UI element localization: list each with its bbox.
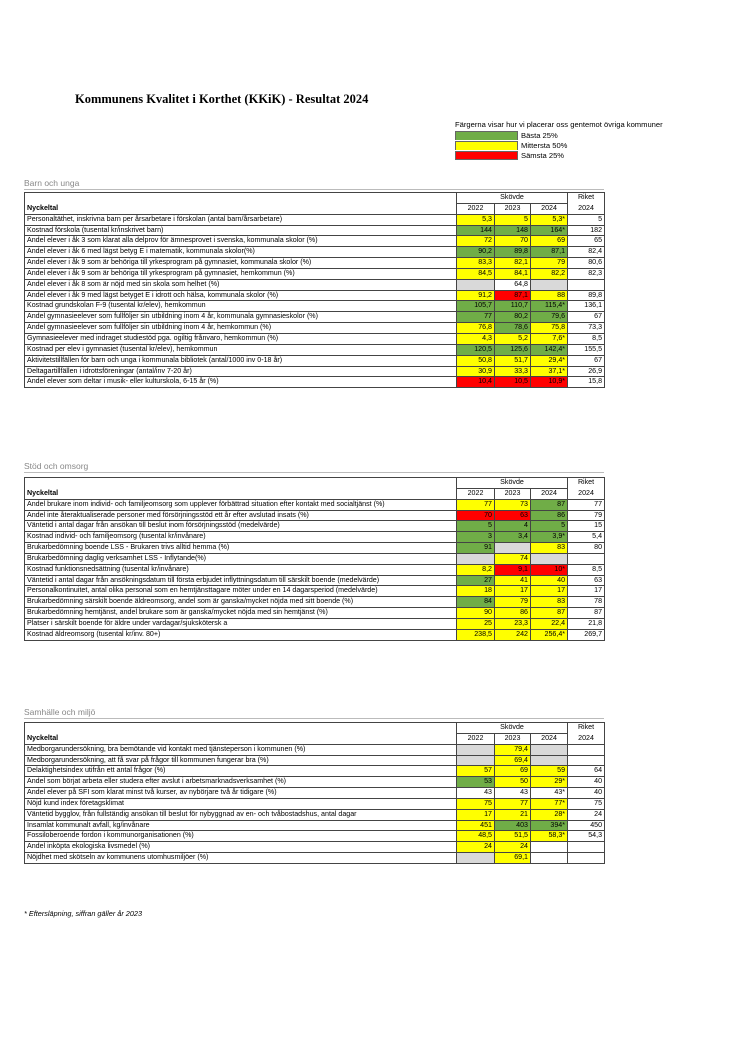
value-riket: 63 <box>568 575 605 586</box>
value-2024: 10,9* <box>531 377 568 388</box>
value-2022: 83,3 <box>457 258 495 269</box>
table-row <box>25 744 605 755</box>
row-label: Gymnasieelever med indraget studiestöd pga. ogiltig frånvaro, hemkommun (%) <box>25 333 457 344</box>
header-skovde: Skövde <box>457 723 568 734</box>
value-2024: 115,4* <box>531 301 568 312</box>
table-row <box>25 842 605 853</box>
value-riket: 67 <box>568 355 605 366</box>
value-riket <box>568 553 605 564</box>
value-2022: 3 <box>457 532 495 543</box>
value-2023: 82,1 <box>495 258 531 269</box>
header-riket: Riket <box>568 478 605 489</box>
value-2023: 17 <box>495 586 531 597</box>
value-2024 <box>531 755 568 766</box>
value-2022: 18 <box>457 586 495 597</box>
value-riket: 54,3 <box>568 831 605 842</box>
value-riket: 82,4 <box>568 247 605 258</box>
value-2022: 70 <box>457 510 495 521</box>
value-2024 <box>531 744 568 755</box>
value-2024: 5 <box>531 521 568 532</box>
value-2024: 69 <box>531 236 568 247</box>
row-label: Kostnad individ- och familjeomsorg (tusental kr/invånare) <box>25 532 457 543</box>
value-2024: 22,4 <box>531 618 568 629</box>
value-2022: 25 <box>457 618 495 629</box>
value-2023: 125,6 <box>495 344 531 355</box>
value-2024: 77* <box>531 798 568 809</box>
value-2024: 58,3* <box>531 831 568 842</box>
section-title-stod: Stöd och omsorg <box>24 461 89 471</box>
header-row-years <box>25 203 605 214</box>
table-row <box>25 377 605 388</box>
header-row-top <box>25 723 605 734</box>
value-riket: 75 <box>568 798 605 809</box>
table-row <box>25 820 605 831</box>
value-2024: 79 <box>531 258 568 269</box>
legend-swatch-red <box>455 151 518 160</box>
value-2023: 21 <box>495 809 531 820</box>
value-riket: 80,6 <box>568 258 605 269</box>
value-riket: 155,5 <box>568 344 605 355</box>
value-2022: 48,5 <box>457 831 495 842</box>
value-2023: 23,3 <box>495 618 531 629</box>
value-2024: 43* <box>531 788 568 799</box>
header-riket-2024: 2024 <box>568 203 605 214</box>
value-2022 <box>457 553 495 564</box>
table-row <box>25 629 605 640</box>
value-2022: 120,5 <box>457 344 495 355</box>
value-2024: 86 <box>531 510 568 521</box>
table-row <box>25 355 605 366</box>
value-2023: 69,4 <box>495 755 531 766</box>
value-2023: 69,1 <box>495 853 531 864</box>
table-row <box>25 755 605 766</box>
value-2023: 10,5 <box>495 377 531 388</box>
value-2022: 75 <box>457 798 495 809</box>
table-row <box>25 766 605 777</box>
value-2023: 43 <box>495 788 531 799</box>
value-riket: 17 <box>568 586 605 597</box>
table-row <box>25 597 605 608</box>
color-legend <box>455 120 663 160</box>
table-row <box>25 564 605 575</box>
row-label: Andel elever i åk 9 med lägst betyget E i idrott och hälsa, kommunala skolor (%) <box>25 290 457 301</box>
value-2024: 10* <box>531 564 568 575</box>
value-2024: 142,4* <box>531 344 568 355</box>
header-skovde: Skövde <box>457 193 568 204</box>
value-riket <box>568 744 605 755</box>
table-row <box>25 225 605 236</box>
value-2024: 29,4* <box>531 355 568 366</box>
value-2024 <box>531 279 568 290</box>
value-2024: 59 <box>531 766 568 777</box>
table-row <box>25 279 605 290</box>
value-2022: 105,7 <box>457 301 495 312</box>
table-row <box>25 777 605 788</box>
value-2023: 80,2 <box>495 312 531 323</box>
value-riket: 450 <box>568 820 605 831</box>
value-riket: 5,4 <box>568 532 605 543</box>
table-row <box>25 312 605 323</box>
value-2022: 5 <box>457 521 495 532</box>
table-row <box>25 510 605 521</box>
value-2022 <box>457 279 495 290</box>
table-row <box>25 499 605 510</box>
row-label: Platser i särskilt boende för äldre under vardagar/sjukskötersk a <box>25 618 457 629</box>
header-year-2022: 2022 <box>457 203 495 214</box>
value-2024: 88 <box>531 290 568 301</box>
header-year-2024: 2024 <box>531 733 568 744</box>
value-2023: 50 <box>495 777 531 788</box>
value-riket: 79 <box>568 510 605 521</box>
value-2022: 90,2 <box>457 247 495 258</box>
table-row <box>25 608 605 619</box>
value-2024: 87 <box>531 608 568 619</box>
header-riket: Riket <box>568 193 605 204</box>
header-year-2023: 2023 <box>495 733 531 744</box>
value-2022: 90 <box>457 608 495 619</box>
row-label: Deltagartillfällen i idrottsföreningar (antal/inv 7-20 år) <box>25 366 457 377</box>
row-label: Andel inte återaktualiserade personer med försörjningsstöd ett år efter avslutad insats (%) <box>25 510 457 521</box>
table-row <box>25 366 605 377</box>
header-row-top <box>25 478 605 489</box>
legend-label: Sämsta 25% <box>521 150 565 160</box>
value-2022: 24 <box>457 842 495 853</box>
value-2024: 87 <box>531 499 568 510</box>
value-riket: 40 <box>568 777 605 788</box>
header-nyckeltal: Nyckeltal <box>25 488 457 499</box>
value-2024: 40 <box>531 575 568 586</box>
value-2023: 242 <box>495 629 531 640</box>
header-riket-2024: 2024 <box>568 488 605 499</box>
value-2024: 29* <box>531 777 568 788</box>
value-2024 <box>531 553 568 564</box>
table-samhalle-och-miljo <box>24 722 605 864</box>
row-label: Aktivitetstillfällen för barn och unga i kommunala bibliotek (antal/1000 inv 0-18 år) <box>25 355 457 366</box>
value-2023: 79 <box>495 597 531 608</box>
value-2023: 110,7 <box>495 301 531 312</box>
section-divider <box>24 472 604 473</box>
section-divider <box>24 718 604 719</box>
value-riket: 24 <box>568 809 605 820</box>
row-label: Insamlat kommunalt avfall, kg/invånare <box>25 820 457 831</box>
value-2022: 53 <box>457 777 495 788</box>
legend-swatch-yellow <box>455 141 518 150</box>
header-riket-2024: 2024 <box>568 733 605 744</box>
value-2022: 10,4 <box>457 377 495 388</box>
table-row <box>25 853 605 864</box>
legend-swatch-green <box>455 131 518 140</box>
value-riket: 26,9 <box>568 366 605 377</box>
row-label: Andel gymnasieelever som fullföljer sin utbildning inom 4 år, hemkommun (%) <box>25 323 457 334</box>
value-2022: 91 <box>457 543 495 554</box>
legend-item-worst <box>455 150 663 160</box>
row-label: Delaktighetsindex utifrån ett antal frågor (%) <box>25 766 457 777</box>
value-2022: 27 <box>457 575 495 586</box>
header-year-2024: 2024 <box>531 203 568 214</box>
value-riket <box>568 842 605 853</box>
table-row <box>25 268 605 279</box>
row-label: Andel elever i åk 8 som är nöjd med sin skola som helhet (%) <box>25 279 457 290</box>
value-riket <box>568 755 605 766</box>
value-riket: 82,3 <box>568 268 605 279</box>
legend-label: Bästa 25% <box>521 130 558 140</box>
value-riket <box>568 853 605 864</box>
value-2024: 394* <box>531 820 568 831</box>
value-2023: 77 <box>495 798 531 809</box>
header-year-2024: 2024 <box>531 488 568 499</box>
row-label: Kostnad funktionsnedsättning (tusental kr/invånare) <box>25 564 457 575</box>
table-row <box>25 553 605 564</box>
row-label: Fossiloberoende fordon i kommunorganisationen (%) <box>25 831 457 842</box>
value-2024 <box>531 842 568 853</box>
table-row <box>25 290 605 301</box>
row-label: Nöjd kund index företagsklimat <box>25 798 457 809</box>
value-riket: 40 <box>568 788 605 799</box>
value-riket <box>568 279 605 290</box>
value-2022: 77 <box>457 312 495 323</box>
header-nyckeltal: Nyckeltal <box>25 203 457 214</box>
legend-intro: Färgerna visar hur vi placerar oss gentemot övriga kommuner <box>455 120 663 129</box>
table-row <box>25 798 605 809</box>
header-nyckeltal: Nyckeltal <box>25 733 457 744</box>
row-label: Andel som börjat arbeta eller studera efter avslut i arbetsmarknadsverksamhet (%) <box>25 777 457 788</box>
value-2022: 77 <box>457 499 495 510</box>
table-row <box>25 344 605 355</box>
row-label: Medborgarundersökning, att få svar på frågor till kommunen fungerar bra (%) <box>25 755 457 766</box>
table-barn-och-unga <box>24 192 605 388</box>
value-2024: 83 <box>531 597 568 608</box>
section-divider <box>24 189 604 190</box>
table-row <box>25 301 605 312</box>
section-title-samhalle: Samhälle och miljö <box>24 707 96 717</box>
table-row <box>25 521 605 532</box>
value-2023: 79,4 <box>495 744 531 755</box>
value-riket: 65 <box>568 236 605 247</box>
value-2023: 87,1 <box>495 290 531 301</box>
value-2022: 76,8 <box>457 323 495 334</box>
table-row <box>25 214 605 225</box>
value-2022 <box>457 744 495 755</box>
value-2022: 91,2 <box>457 290 495 301</box>
value-riket: 15 <box>568 521 605 532</box>
table-row <box>25 618 605 629</box>
value-2022: 50,8 <box>457 355 495 366</box>
value-2022: 43 <box>457 788 495 799</box>
value-riket: 89,8 <box>568 290 605 301</box>
value-2023: 3,4 <box>495 532 531 543</box>
header-blank <box>25 723 457 734</box>
value-2023: 74 <box>495 553 531 564</box>
row-label: Brukarbedömning boende LSS - Brukaren trivs alltid hemma (%) <box>25 543 457 554</box>
value-riket: 8,5 <box>568 564 605 575</box>
table-row <box>25 586 605 597</box>
header-row-years <box>25 733 605 744</box>
header-year-2023: 2023 <box>495 488 531 499</box>
footnote: * Eftersläpning, siffran gäller år 2023 <box>24 909 143 918</box>
value-2023 <box>495 543 531 554</box>
header-year-2023: 2023 <box>495 203 531 214</box>
header-year-2022: 2022 <box>457 733 495 744</box>
table-row <box>25 831 605 842</box>
value-2022: 5,3 <box>457 214 495 225</box>
value-riket: 182 <box>568 225 605 236</box>
row-label: Andel elever på SFI som klarat minst två kurser, av nybörjare två år tidigare (%) <box>25 788 457 799</box>
table-row <box>25 247 605 258</box>
value-2022: 72 <box>457 236 495 247</box>
legend-item-best <box>455 130 663 140</box>
value-riket: 21,8 <box>568 618 605 629</box>
value-2024: 79,6 <box>531 312 568 323</box>
value-2023: 70 <box>495 236 531 247</box>
value-riket: 87 <box>568 608 605 619</box>
value-2023: 84,1 <box>495 268 531 279</box>
value-2024: 37,1* <box>531 366 568 377</box>
row-label: Andel elever i åk 9 som är behöriga till yrkesprogram på gymnasiet, kommunala skolor (%) <box>25 258 457 269</box>
value-2022: 84,5 <box>457 268 495 279</box>
value-2023: 51,5 <box>495 831 531 842</box>
row-label: Andel inköpta ekologiska livsmedel (%) <box>25 842 457 853</box>
value-2023: 69 <box>495 766 531 777</box>
row-label: Andel elever i åk 3 som klarat alla delprov för ämnesprovet i svenska, kommunala skolor (%) <box>25 236 457 247</box>
value-2023: 41 <box>495 575 531 586</box>
value-2022: 17 <box>457 809 495 820</box>
table-row <box>25 532 605 543</box>
section-title-barn: Barn och unga <box>24 178 80 188</box>
header-blank <box>25 193 457 204</box>
value-2022 <box>457 755 495 766</box>
value-2024: 17 <box>531 586 568 597</box>
row-label: Andel elever i åk 9 som är behöriga till yrkesprogram på gymnasiet, hemkommun (%) <box>25 268 457 279</box>
value-2024: 82,2 <box>531 268 568 279</box>
header-row-top <box>25 193 605 204</box>
row-label: Kostnad per elev i gymnasiet (tusental kr/elev), hemkommun <box>25 344 457 355</box>
value-2024: 3,9* <box>531 532 568 543</box>
value-2023: 63 <box>495 510 531 521</box>
value-2022 <box>457 853 495 864</box>
value-2023: 9,1 <box>495 564 531 575</box>
value-2023: 5,2 <box>495 333 531 344</box>
value-2023: 403 <box>495 820 531 831</box>
value-2023: 86 <box>495 608 531 619</box>
table-row <box>25 258 605 269</box>
table-row <box>25 788 605 799</box>
value-riket: 8,5 <box>568 333 605 344</box>
value-riket: 80 <box>568 543 605 554</box>
value-riket: 136,1 <box>568 301 605 312</box>
value-riket: 64 <box>568 766 605 777</box>
row-label: Kostnad äldreomsorg (tusental kr/inv. 80+) <box>25 629 457 640</box>
row-label: Personalkontinuitet, antal olika personal som en hemtjänsttagare möter under en 14 dagarsperiod (medelvärde) <box>25 586 457 597</box>
value-2023: 51,7 <box>495 355 531 366</box>
page-title: Kommunens Kvalitet i Korthet (KKiK) - Resultat 2024 <box>75 92 369 106</box>
value-2023: 4 <box>495 521 531 532</box>
row-label: Brukarbedömning hemtjänst, andel brukare som är ganska/mycket nöjda med sin hemtjänst (%) <box>25 608 457 619</box>
value-riket: 269,7 <box>568 629 605 640</box>
value-2023: 73 <box>495 499 531 510</box>
value-2024: 164* <box>531 225 568 236</box>
header-row-years <box>25 488 605 499</box>
row-label: Kostnad förskola (tusental kr/inskrivet barn) <box>25 225 457 236</box>
value-2022: 144 <box>457 225 495 236</box>
value-riket: 5 <box>568 214 605 225</box>
value-2023: 89,8 <box>495 247 531 258</box>
table-row <box>25 236 605 247</box>
value-2023: 5 <box>495 214 531 225</box>
value-2022: 57 <box>457 766 495 777</box>
value-2024: 28* <box>531 809 568 820</box>
value-2024: 75,8 <box>531 323 568 334</box>
header-riket: Riket <box>568 723 605 734</box>
value-2023: 24 <box>495 842 531 853</box>
value-2022: 30,9 <box>457 366 495 377</box>
row-label: Brukarbedömning daglig verksamhet LSS - Inflytande(%) <box>25 553 457 564</box>
table-row <box>25 543 605 554</box>
table-row <box>25 323 605 334</box>
header-year-2022: 2022 <box>457 488 495 499</box>
table-row <box>25 333 605 344</box>
value-2022: 84 <box>457 597 495 608</box>
row-label: Andel gymnasieelever som fullföljer sin utbildning inom 4 år, kommunala gymnasieskolor (%) <box>25 312 457 323</box>
row-label: Personaltäthet, inskrivna barn per årsarbetare i förskolan (antal barn/årsarbetare) <box>25 214 457 225</box>
header-blank <box>25 478 457 489</box>
table-row <box>25 575 605 586</box>
row-label: Andel elever som deltar i musik- eller kulturskola, 6-15 år (%) <box>25 377 457 388</box>
value-2022: 451 <box>457 820 495 831</box>
row-label: Andel elever i åk 6 med lägst betyg E i matematik, kommunala skolor(%) <box>25 247 457 258</box>
row-label: Kostnad grundskolan F-9 (tusental kr/elev), hemkommun <box>25 301 457 312</box>
legend-label: Mittersta 50% <box>521 140 568 150</box>
header-skovde: Skövde <box>457 478 568 489</box>
legend-item-middle <box>455 140 663 150</box>
value-2022: 8,2 <box>457 564 495 575</box>
value-2024: 5,3* <box>531 214 568 225</box>
value-2023: 148 <box>495 225 531 236</box>
value-riket: 15,8 <box>568 377 605 388</box>
value-2023: 33,3 <box>495 366 531 377</box>
row-label: Brukarbedömning särskilt boende äldreomsorg, andel som är ganska/mycket nöjda med sitt boende (%) <box>25 597 457 608</box>
value-2023: 78,6 <box>495 323 531 334</box>
value-2024: 87,1 <box>531 247 568 258</box>
value-2024: 256,4* <box>531 629 568 640</box>
value-2023: 64,8 <box>495 279 531 290</box>
row-label: Nöjdhet med skötseln av kommunens utomhusmiljöer (%) <box>25 853 457 864</box>
row-label: Medborgarundersökning, bra bemötande vid kontakt med tjänsteperson i kommunen (%) <box>25 744 457 755</box>
value-riket: 73,3 <box>568 323 605 334</box>
row-label: Väntetid i antal dagar från ansökningsdatum till första erbjudet inflyttningsdatum till särskilt boende (medelvärde) <box>25 575 457 586</box>
value-2024: 7,6* <box>531 333 568 344</box>
value-riket: 78 <box>568 597 605 608</box>
value-riket: 77 <box>568 499 605 510</box>
table-stod-och-omsorg <box>24 477 605 641</box>
value-2022: 238,5 <box>457 629 495 640</box>
row-label: Väntetid i antal dagar från ansökan till beslut inom försörjningsstöd (medelvärde) <box>25 521 457 532</box>
value-riket: 67 <box>568 312 605 323</box>
value-2024 <box>531 853 568 864</box>
row-label: Väntetid bygglov, från fullständig ansökan till beslut för nybyggnad av en- och tvåbostadshus, antal dagar <box>25 809 457 820</box>
row-label: Andel brukare inom individ- och familjeomsorg som upplever förbättrad situation efter kontakt med socialtjänst (%) <box>25 499 457 510</box>
table-row <box>25 809 605 820</box>
value-2024: 83 <box>531 543 568 554</box>
value-2022: 4,3 <box>457 333 495 344</box>
